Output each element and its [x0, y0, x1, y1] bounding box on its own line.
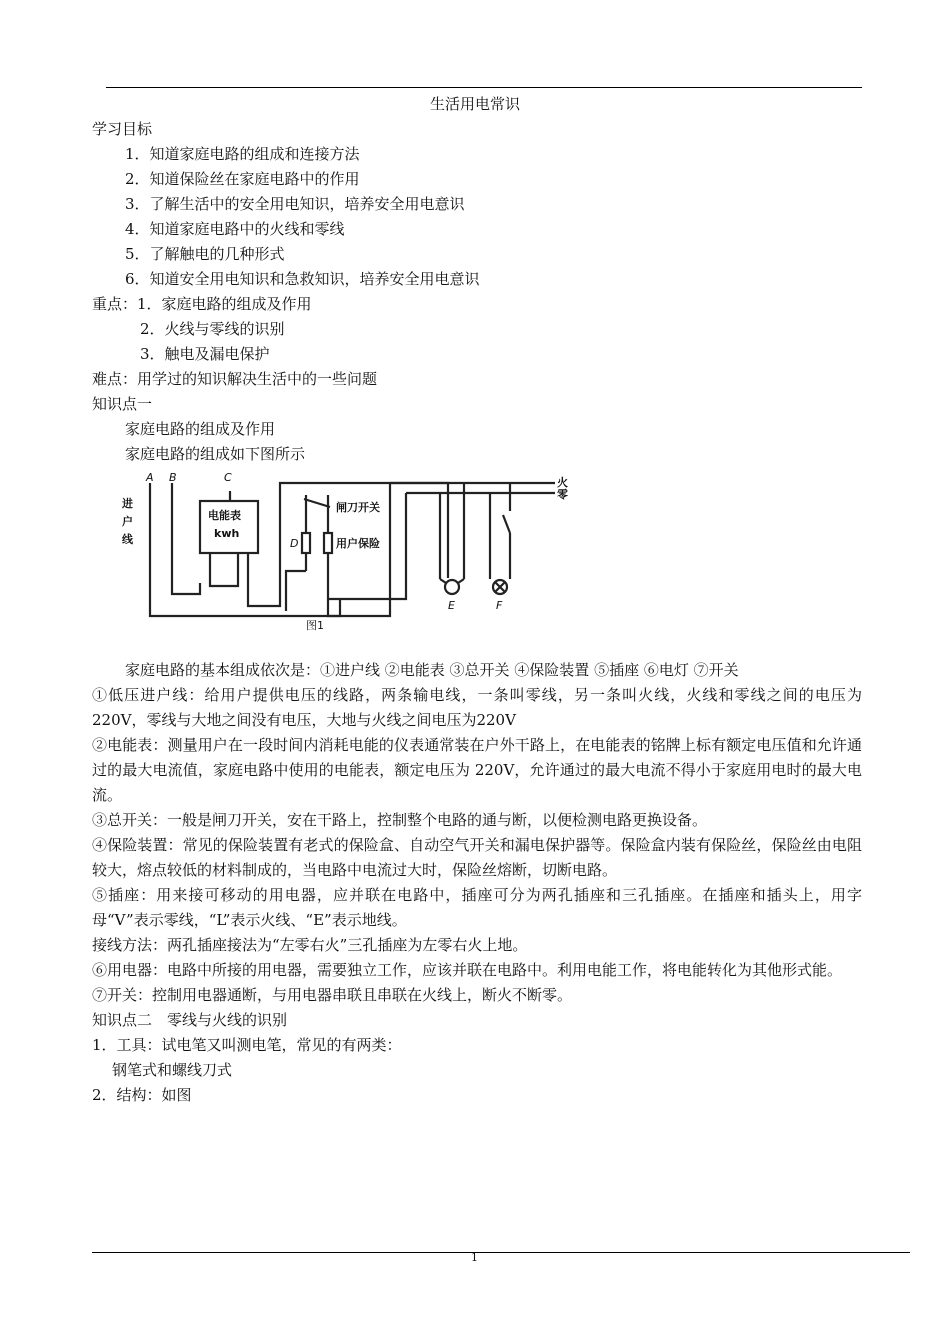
goal-item: 2．知道保险丝在家庭电路中的作用 — [125, 170, 360, 188]
item-paragraph: ①低压进户线：给用户提供电压的线路，两条输电线，一条叫零线，另一条叫火线，火线和零线之间的电压为220V，零线与大地之间没有电压，大地与火线之间电压为220V — [92, 686, 862, 729]
document-title: 生活用电常识 — [429, 95, 520, 113]
neutral-label: 零 — [557, 488, 568, 501]
goal-item: 5．了解触电的几种形式 — [125, 245, 285, 263]
incoming-line-char: 户 — [122, 515, 133, 528]
composition-text: 家庭电路的基本组成依次是：①进户线 ②电能表 ③总开关 ④保险装置 ⑤插座 ⑥电灯 ⑦开关 — [125, 661, 739, 679]
goal-item: 3．了解生活中的安全用电知识，培养安全用电意识 — [125, 195, 465, 213]
header-rule — [106, 87, 862, 88]
difficulty-line: 难点：用学过的知识解决生活中的一些问题 — [92, 370, 378, 388]
kp1-subheading: 家庭电路的组成及作用 — [125, 420, 276, 438]
knife-switch-label: 闸刀开关 — [336, 501, 380, 514]
live-label: 火 — [557, 476, 568, 489]
incoming-line-char: 进 — [122, 497, 133, 510]
kp1-subheading: 家庭电路的组成如下图所示 — [125, 445, 306, 463]
key-point: 2．火线与零线的识别 — [140, 320, 285, 338]
footer-rule — [92, 1252, 910, 1253]
household-circuit-figure — [92, 471, 862, 656]
label-c: C — [224, 471, 232, 484]
document-body — [92, 117, 862, 1108]
circuit-diagram — [110, 471, 590, 656]
goal-item: 4．知道家庭电路中的火线和零线 — [125, 220, 345, 238]
kp2-item: 1．工具：试电笔又叫测电笔，常见的有两类： — [92, 1036, 402, 1054]
key-point: 3．触电及漏电保护 — [140, 345, 270, 363]
incoming-line-char: 线 — [122, 533, 133, 546]
item-paragraph: ⑥用电器：电路中所接的用电器，需要独立工作，应该并联在电路中。利用电能工作，将电能转化为其他形式能。 — [92, 961, 843, 979]
label-e: E — [448, 599, 455, 612]
kp2-heading: 知识点二 零线与火线的识别 — [92, 1011, 288, 1029]
page-number: 1 — [471, 1251, 478, 1264]
kp2-item: 钢笔式和螺线刀式 — [112, 1061, 233, 1079]
label-a: A — [146, 471, 154, 484]
item-paragraph: ④保险装置：常见的保险装置有老式的保险盒、自动空气开关和漏电保护器等。保险盒内装有保险丝，保险丝由电阻较大，熔点较低的材料制成的，当电路中电流过大时，保险丝熔断，切断电路。 — [92, 836, 862, 879]
meter-unit: kwh — [214, 527, 240, 540]
kp2-item: 2．结构：如图 — [92, 1086, 192, 1104]
user-fuse-label: 用户保险 — [336, 537, 380, 550]
goals-heading: 学习目标 — [92, 120, 153, 138]
item-paragraph: ③总开关：一般是闸刀开关，安在干路上，控制整个电路的通与断，以便检测电路更换设备。 — [92, 811, 708, 829]
goal-item: 6．知道安全用电知识和急救知识，培养安全用电意识 — [125, 270, 480, 288]
item-paragraph: ②电能表：测量用户在一段时间内消耗电能的仪表通常装在户外干路上，在电能表的铭牌上标有额定电压值和允许通过的最大电流值，家庭电路中使用的电能表，额定电压为 220V，允许通过的最大电流不得小于家庭用电时的最大电流。 — [92, 736, 862, 804]
label-b: B — [169, 471, 177, 484]
item-paragraph: ⑤插座：用来接可移动的用电器，应并联在电路中，插座可分为两孔插座和三孔插座。在插座和插头上，用字母“V”表示零线，“L”表示火线、“E”表示地线。 — [92, 886, 862, 929]
key-point: 重点：1．家庭电路的组成及作用 — [92, 295, 312, 313]
figure-caption: 图1 — [306, 619, 324, 632]
meter-label: 电能表 — [208, 509, 241, 522]
item-paragraph: 接线方法：两孔插座接法为“左零右火”三孔插座为左零右火上地。 — [92, 936, 528, 954]
kp1-heading: 知识点一 — [92, 395, 153, 413]
label-f: F — [496, 599, 503, 612]
item-paragraph: ⑦开关：控制用电器通断，与用电器串联且串联在火线上，断火不断零。 — [92, 986, 573, 1004]
goal-item: 1．知道家庭电路的组成和连接方法 — [125, 145, 360, 163]
label-d: D — [290, 537, 299, 550]
